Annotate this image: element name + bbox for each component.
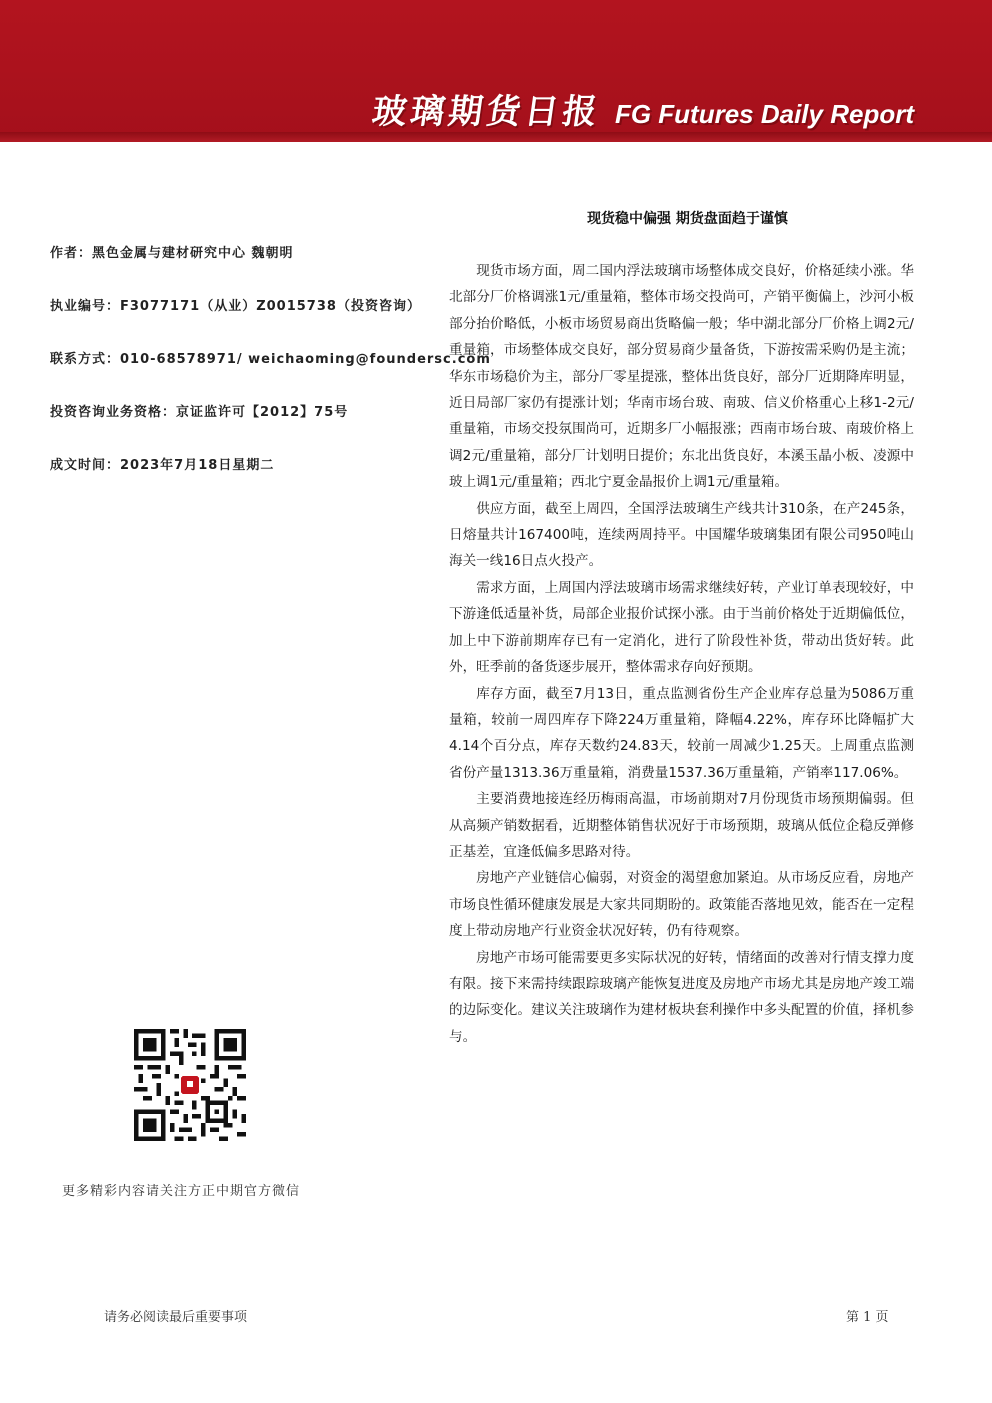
paragraph-real-estate: 房地产产业链信心偏弱，对资金的渴望愈加紧迫。从市场反应看，房地产市场良性循环健康发展是大家共同期盼的。政策能否落地见效，能否在一定程度上带动房地产行业资金状况好转，仍有待观察。 — [449, 870, 914, 940]
qualification-line: 投资咨询业务资格：京证监许可【2012】75号 — [50, 405, 349, 420]
author-info — [50, 245, 491, 510]
license-line: 执业编号：F3077171（从业）Z0015738（投资咨询） — [50, 299, 421, 314]
paragraph-outlook: 房地产市场可能需要更多实际状况的好转，情绪面的改善对行情支撑力度有限。接下来需持续跟踪玻璃产能恢复进度及房地产市场尤其是房地产竣工端的边际变化。建议关注玻璃作为建材板块套利操作中多头配置的价值，择机参与。 — [449, 949, 914, 1045]
report-title-cn: 玻璃期货日报 — [369, 92, 604, 132]
article-title: 现货稳中偏强 期货盘面趋于谨慎 — [587, 211, 788, 227]
paragraph-consumption: 主要消费地接连经历梅雨高温，市场前期对7月份现货市场预期偏弱。但从高频产销数据看，近期整体销售状况好于市场预期，玻璃从低位企稳反弹修正基差，宜逢低偏多思路对待。 — [449, 791, 914, 860]
paragraph-supply: 供应方面，截至上周四，全国浮法玻璃生产线共计310条，在产245条，日熔量共计167400吨，连续两周持平。中国耀华玻璃集团有限公司950吨山海关一线16日点火投产。 — [449, 500, 914, 570]
report-title — [369, 84, 914, 134]
qr-code-icon — [134, 1029, 246, 1141]
paragraph-demand: 需求方面，上周国内浮法玻璃市场需求继续好转，产业订单表现较好，中下游逢低适量补货，局部企业报价试探小涨。由于当前价格处于近期偏低位，加上中下游前期库存已有一定消化，进行了阶段性补货，带动出货好转。此外，旺季前的备货逐步展开，整体需求存向好预期。 — [449, 579, 914, 676]
date-line: 成文时间：2023年7月18日星期二 — [50, 458, 275, 473]
author-line: 作者：黑色金属与建材研究中心 魏朝明 — [50, 246, 294, 261]
paragraph-inventory: 库存方面，截至7月13日，重点监测省份生产企业库存总量为5086万重量箱，较前一周四库存下降224万重量箱，降幅4.22%，库存环比降幅扩大4.14个百分点，库存天数约24.83天，较前一周减少1.25天。上周重点监测省份产量1313.36万重量箱，消费量1537.36万重量箱，产销率117.06%。 — [449, 685, 914, 781]
paragraph-spot-market: 现货市场方面，周二国内浮法玻璃市场整体成交良好，价格延续小涨。华北部分厂价格调涨1元/重量箱，整体市场交投尚可，产销平衡偏上，沙河小板部分抬价略低，小板市场贸易商出货略偏一般；华中湖北部分厂价格上调2元/重量箱，市场整体成交良好，部分贸易商少量备货，下游按需采购仍是主流；华东市场稳价为主，部分厂零星提涨，整体出货良好，部分厂近期降库明显，近日局部厂家仍有提涨计划；华南市场台玻、南玻、信义价格重心上移1-2元/重量箱，市场交投氛围尚可，近期多厂小幅报涨；西南市场台玻、南玻价格上调2元/重量箱，部分厂计划明日提价；东北出货良好，本溪玉晶小板、凌源中玻上调1元/重量箱；西北宁夏金晶报价上调1元/重量箱。 — [449, 263, 914, 491]
footer-notice: 请务必阅读最后重要事项 — [104, 1310, 248, 1325]
qr-caption: 更多精彩内容请关注方正中期官方微信 — [62, 1184, 301, 1199]
qr-code-graphic — [134, 1029, 246, 1141]
contact-line: 联系方式：010-68578971/ weichaoming@foundersc.com — [50, 352, 491, 367]
article — [449, 208, 914, 1050]
report-title-en: FG Futures Daily Report — [614, 99, 914, 129]
page-number: 第 1 页 — [846, 1310, 889, 1325]
